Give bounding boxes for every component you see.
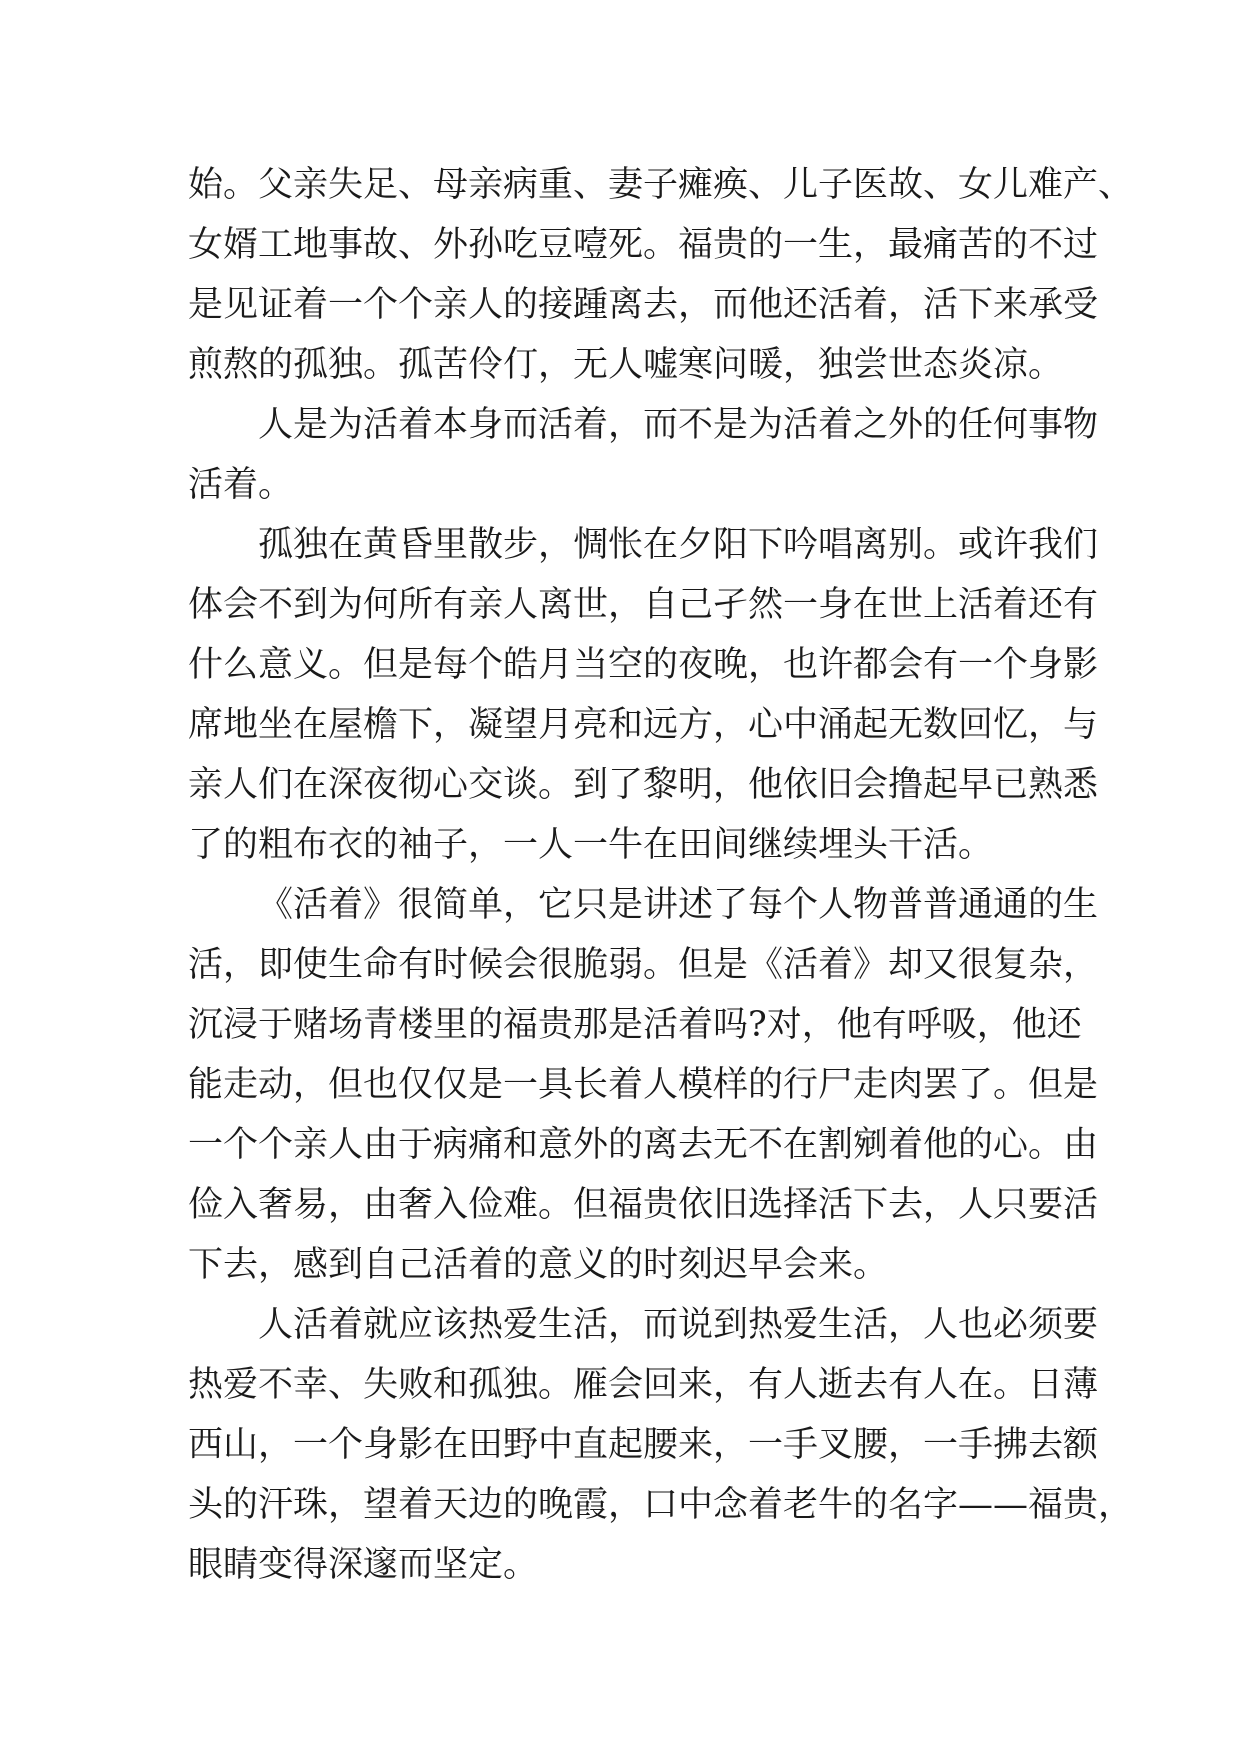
text-line: 眼睛变得深邃而坚定。 (188, 1545, 539, 1585)
text-line: 下去，感到自己活着的意义的时刻迟早会来。 (188, 1245, 889, 1285)
text-line: 俭入奢易，由奢入俭难。但福贵依旧选择活下去，人只要活 (188, 1185, 1099, 1225)
text-line: 女婿工地事故、外孙吃豆噎死。福贵的一生，最痛苦的不过 (188, 225, 1099, 265)
text-line: 热爱不幸、失败和孤独。雁会回来，有人逝去有人在。日薄 (188, 1365, 1099, 1405)
text-line: 体会不到为何所有亲人离世，自己孑然一身在世上活着还有 (188, 585, 1099, 625)
text-line: 一个个亲人由于病痛和意外的离去无不在割剜着他的心。由 (188, 1125, 1099, 1165)
text-line: 能走动，但也仅仅是一具长着人模样的行尸走肉罢了。但是 (188, 1065, 1099, 1105)
text-line: 是见证着一个个亲人的接踵离去，而他还活着，活下来承受 (188, 285, 1099, 325)
document-body (188, 155, 1134, 1595)
text-line: 人是为活着本身而活着，而不是为活着之外的任何事物 (258, 405, 1099, 445)
text-line: 始。父亲失足、母亲病重、妻子瘫痪、儿子医故、女儿难产、 (188, 165, 1134, 205)
paragraph (188, 875, 1099, 1295)
text-line: 人活着就应该热爱生活，而说到热爱生活，人也必须要 (258, 1305, 1099, 1345)
text-line: 煎熬的孤独。孤苦伶仃，无人嘘寒问暖，独尝世态炎凉。 (188, 345, 1064, 385)
text-line: 什么意义。但是每个皓月当空的夜晚，也许都会有一个身影 (188, 645, 1099, 685)
text-line: 孤独在黄昏里散步，惆怅在夕阳下吟唱离别。或许我们 (258, 525, 1099, 565)
text-line: 亲人们在深夜彻心交谈。到了黎明，他依旧会撸起早已熟悉 (188, 765, 1099, 805)
text-line: 《活着》很简单，它只是讲述了每个人物普普通通的生 (258, 885, 1099, 925)
text-line: 西山，一个身影在田野中直起腰来，一手叉腰，一手拂去额 (188, 1425, 1099, 1465)
paragraph (188, 395, 1099, 515)
text-line: 沉浸于赌场青楼里的福贵那是活着吗?对，他有呼吸，他还 (188, 1005, 1082, 1045)
text-line: 活着。 (188, 465, 294, 505)
text-line: 头的汗珠，望着天边的晚霞，口中念着老牛的名字——福贵， (188, 1485, 1134, 1525)
text-line: 席地坐在屋檐下，凝望月亮和远方，心中涌起无数回忆，与 (188, 705, 1099, 745)
paragraph (188, 155, 1134, 395)
text-line: 了的粗布衣的袖子，一人一牛在田间继续埋头干活。 (188, 825, 994, 865)
paragraph (188, 515, 1099, 875)
paragraph (188, 1295, 1134, 1595)
text-line: 活，即使生命有时候会很脆弱。但是《活着》却又很复杂， (188, 945, 1099, 985)
